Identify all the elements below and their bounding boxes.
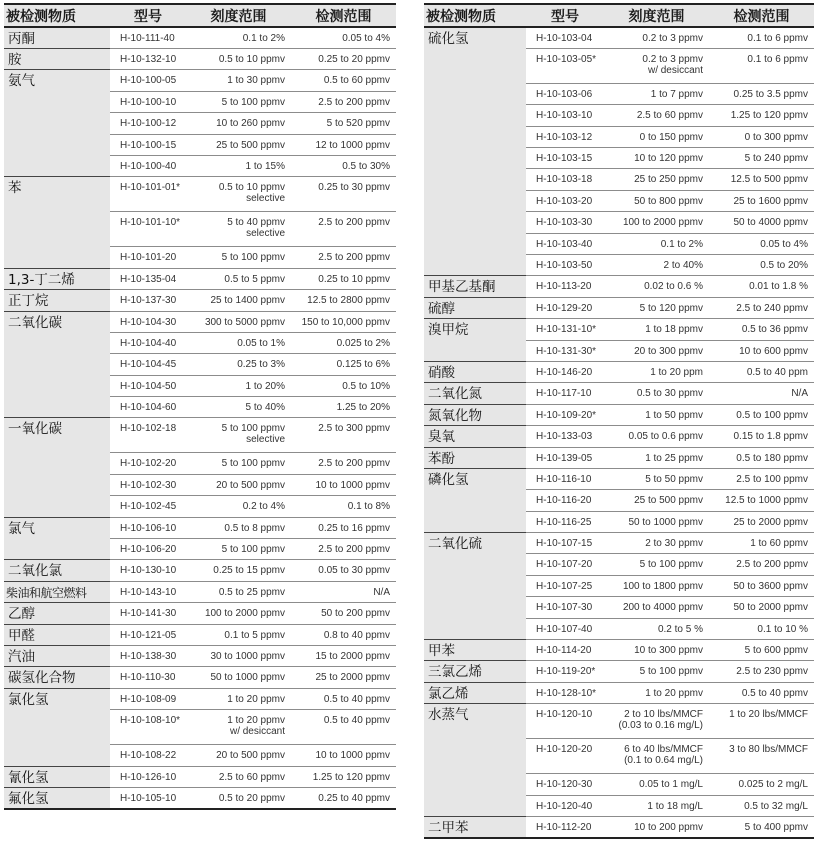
model-number: H-10-116-10 <box>526 468 604 489</box>
substance-name: 二氧化氯 <box>4 560 110 581</box>
scale-range: 0.05 to 1 mg/L <box>604 774 709 795</box>
detection-range: 2.5 to 200 ppmv <box>291 212 396 247</box>
scale-range: 5 to 100 ppmv <box>186 453 291 474</box>
table-row <box>424 361 814 382</box>
detection-range: 1 to 20 lbs/MMCF <box>709 704 814 739</box>
left-table-body <box>4 27 396 809</box>
scale-range: 50 to 1000 ppmv <box>186 667 291 688</box>
model-number: H-10-135-04 <box>110 268 186 289</box>
substance-name: 甲基乙基酮 <box>424 276 526 297</box>
scale-range: 10 to 300 ppmv <box>604 640 709 661</box>
header-substance: 被检测物质 <box>4 4 110 27</box>
table-row <box>424 640 814 661</box>
model-number: H-10-146-20 <box>526 361 604 382</box>
scale-range: 2 to 30 ppmv <box>604 533 709 554</box>
substance-name: 水蒸气 <box>424 704 526 817</box>
model-number: H-10-133-03 <box>526 426 604 447</box>
substance-name: 胺 <box>4 49 110 70</box>
scale-range: 1 to 50 ppmv <box>604 404 709 425</box>
scale-range: 0.5 to 5 ppmv <box>186 268 291 289</box>
substance-name: 汽油 <box>4 645 110 666</box>
model-number: H-10-110-30 <box>110 667 186 688</box>
scale-range: 0.5 to 10 ppmv <box>186 49 291 70</box>
substance-name: 苯酚 <box>424 447 526 468</box>
model-number: H-10-100-12 <box>110 113 186 134</box>
model-number: H-10-119-20* <box>526 661 604 682</box>
detection-range: 0.025 to 2 mg/L <box>709 774 814 795</box>
scale-range: 5 to 40 ppmv selective <box>186 212 291 247</box>
model-number: H-10-107-30 <box>526 597 604 618</box>
scale-range: 5 to 100 ppmv <box>186 539 291 560</box>
table-row <box>424 661 814 682</box>
detection-range: 1.25 to 120 ppmv <box>291 766 396 787</box>
detection-range: 2.5 to 100 ppmv <box>709 468 814 489</box>
model-number: H-10-108-22 <box>110 745 186 766</box>
scale-range: 0.5 to 20 ppmv <box>186 787 291 809</box>
scale-range: 100 to 2000 ppmv <box>186 603 291 624</box>
substance-name: 乙醇 <box>4 603 110 624</box>
substance-name: 甲醛 <box>4 624 110 645</box>
model-number: H-10-100-10 <box>110 91 186 112</box>
detection-range: 50 to 3600 ppmv <box>709 575 814 596</box>
model-number: H-10-104-30 <box>110 311 186 332</box>
scale-range: 0.5 to 10 ppmv selective <box>186 177 291 212</box>
table-row <box>4 688 396 709</box>
detection-range: 5 to 600 ppmv <box>709 640 814 661</box>
scale-range: 1 to 18 mg/L <box>604 795 709 816</box>
scale-range: 20 to 500 ppmv <box>186 745 291 766</box>
model-number: H-10-117-10 <box>526 383 604 404</box>
scale-range: 25 to 500 ppmv <box>186 134 291 155</box>
detection-range: 0.25 to 20 ppmv <box>291 49 396 70</box>
detection-range: 2.5 to 240 ppmv <box>709 297 814 318</box>
model-number: H-10-105-10 <box>110 787 186 809</box>
detection-range: 1.25 to 20% <box>291 397 396 418</box>
scale-range: 1 to 30 ppmv <box>186 70 291 91</box>
model-number: H-10-102-45 <box>110 496 186 517</box>
substance-name: 丙酮 <box>4 27 110 49</box>
detection-range: 50 to 4000 ppmv <box>709 212 814 233</box>
model-number: H-10-128-10* <box>526 682 604 703</box>
table-row <box>424 682 814 703</box>
model-number: H-10-103-12 <box>526 126 604 147</box>
model-number: H-10-100-15 <box>110 134 186 155</box>
scale-range: 5 to 100 ppmv selective <box>186 418 291 453</box>
scale-range: 1 to 15% <box>186 155 291 176</box>
model-number: H-10-131-10* <box>526 319 604 340</box>
detection-range: 5 to 240 ppmv <box>709 148 814 169</box>
table-row <box>424 533 814 554</box>
model-number: H-10-121-05 <box>110 624 186 645</box>
header-model: 型号 <box>110 4 186 27</box>
detection-range: 0.05 to 4% <box>709 233 814 254</box>
header-row <box>424 4 814 27</box>
model-number: H-10-143-10 <box>110 581 186 602</box>
model-number: H-10-120-40 <box>526 795 604 816</box>
table-row <box>4 517 396 538</box>
detection-range: 0.125 to 6% <box>291 354 396 375</box>
detection-range: 2.5 to 200 ppmv <box>291 539 396 560</box>
detection-range: N/A <box>291 581 396 602</box>
right-table-body <box>424 27 814 838</box>
model-number: H-10-104-60 <box>110 397 186 418</box>
detection-range: 2.5 to 200 ppmv <box>291 247 396 268</box>
scale-range: 0.2 to 3 ppmv <box>604 27 709 48</box>
model-number: H-10-103-30 <box>526 212 604 233</box>
table-row <box>424 426 814 447</box>
scale-range: 5 to 100 ppmv <box>186 247 291 268</box>
substance-name: 1,3-丁二烯 <box>4 268 110 289</box>
model-number: H-10-106-10 <box>110 517 186 538</box>
model-number: H-10-103-06 <box>526 83 604 104</box>
table-row <box>424 276 814 297</box>
detection-range: 0.25 to 30 ppmv <box>291 177 396 212</box>
scale-range: 5 to 50 ppmv <box>604 468 709 489</box>
scale-range: 0.5 to 8 ppmv <box>186 517 291 538</box>
header-model: 型号 <box>526 4 604 27</box>
scale-range: 300 to 5000 ppmv <box>186 311 291 332</box>
scale-range: 5 to 100 ppmv <box>604 661 709 682</box>
scale-range: 0.1 to 2% <box>186 27 291 49</box>
model-number: H-10-103-50 <box>526 255 604 276</box>
model-number: H-10-116-25 <box>526 511 604 532</box>
detection-range: 5 to 400 ppmv <box>709 817 814 839</box>
detection-range: 50 to 200 ppmv <box>291 603 396 624</box>
detection-range: 0.5 to 40 ppmv <box>291 710 396 745</box>
table-row <box>4 177 396 212</box>
table-row <box>4 667 396 688</box>
substance-name: 氮氧化物 <box>424 404 526 425</box>
detection-range: 0.05 to 4% <box>291 27 396 49</box>
model-number: H-10-108-09 <box>110 688 186 709</box>
detection-range: N/A <box>709 383 814 404</box>
table-row <box>424 27 814 48</box>
model-number: H-10-109-20* <box>526 404 604 425</box>
substance-name: 三氯乙烯 <box>424 661 526 682</box>
header-substance: 被检测物质 <box>424 4 526 27</box>
detection-range: 3 to 80 lbs/MMCF <box>709 739 814 774</box>
table-row <box>4 624 396 645</box>
scale-range: 0.05 to 0.6 ppmv <box>604 426 709 447</box>
scale-range: 1 to 20 ppmv <box>604 682 709 703</box>
scale-range: 25 to 1400 ppmv <box>186 290 291 311</box>
detection-range: 0.5 to 60 ppmv <box>291 70 396 91</box>
scale-range: 0.25 to 3% <box>186 354 291 375</box>
substance-name: 氟化氢 <box>4 787 110 809</box>
detection-range: 0.05 to 30 ppmv <box>291 560 396 581</box>
model-number: H-10-103-18 <box>526 169 604 190</box>
detection-range: 0.5 to 10% <box>291 375 396 396</box>
model-number: H-10-139-05 <box>526 447 604 468</box>
model-number: H-10-137-30 <box>110 290 186 311</box>
model-number: H-10-104-40 <box>110 332 186 353</box>
scale-range: 0 to 150 ppmv <box>604 126 709 147</box>
model-number: H-10-131-30* <box>526 340 604 361</box>
scale-range: 10 to 120 ppmv <box>604 148 709 169</box>
model-number: H-10-113-20 <box>526 276 604 297</box>
detection-range: 2.5 to 200 ppmv <box>709 554 814 575</box>
model-number: H-10-107-40 <box>526 618 604 639</box>
detection-range: 0.5 to 40 ppmv <box>709 682 814 703</box>
table-row <box>4 27 396 49</box>
scale-range: 50 to 800 ppmv <box>604 190 709 211</box>
substance-name: 苯 <box>4 177 110 268</box>
detection-range: 0.25 to 16 ppmv <box>291 517 396 538</box>
substance-name: 二氧化氮 <box>424 383 526 404</box>
table-row <box>4 766 396 787</box>
table-row <box>424 297 814 318</box>
detection-range: 0.8 to 40 ppmv <box>291 624 396 645</box>
model-number: H-10-104-45 <box>110 354 186 375</box>
detection-range: 0.025 to 2% <box>291 332 396 353</box>
substance-name: 溴甲烷 <box>424 319 526 362</box>
scale-range: 2 to 10 lbs/MMCF (0.03 to 0.16 mg/L) <box>604 704 709 739</box>
substance-name: 氰化氢 <box>4 766 110 787</box>
model-number: H-10-100-40 <box>110 155 186 176</box>
scale-range: 0.25 to 15 ppmv <box>186 560 291 581</box>
model-number: H-10-120-30 <box>526 774 604 795</box>
table-row <box>424 468 814 489</box>
table-row <box>4 560 396 581</box>
table-row <box>424 404 814 425</box>
detection-range: 50 to 2000 ppmv <box>709 597 814 618</box>
model-number: H-10-107-15 <box>526 533 604 554</box>
detection-range: 12 to 1000 ppmv <box>291 134 396 155</box>
detection-range: 2.5 to 230 ppmv <box>709 661 814 682</box>
substance-name: 硫化氢 <box>424 27 526 276</box>
model-number: H-10-103-40 <box>526 233 604 254</box>
detection-range: 0.1 to 6 ppmv <box>709 48 814 83</box>
model-number: H-10-116-20 <box>526 490 604 511</box>
detection-range: 0.1 to 10 % <box>709 618 814 639</box>
model-number: H-10-114-20 <box>526 640 604 661</box>
detection-range: 1 to 60 ppmv <box>709 533 814 554</box>
header-scale-range: 刻度范围 <box>604 4 709 27</box>
detection-range: 25 to 2000 ppmv <box>291 667 396 688</box>
detection-range: 25 to 1600 ppmv <box>709 190 814 211</box>
model-number: H-10-120-20 <box>526 739 604 774</box>
scale-range: 2.5 to 60 ppmv <box>186 766 291 787</box>
detection-range: 0.15 to 1.8 ppmv <box>709 426 814 447</box>
detection-range: 0.5 to 180 ppmv <box>709 447 814 468</box>
detection-range: 0.5 to 32 mg/L <box>709 795 814 816</box>
model-number: H-10-120-10 <box>526 704 604 739</box>
detection-range: 0.5 to 30% <box>291 155 396 176</box>
substance-name: 磷化氢 <box>424 468 526 532</box>
table-row <box>4 311 396 332</box>
model-number: H-10-107-20 <box>526 554 604 575</box>
model-number: H-10-103-15 <box>526 148 604 169</box>
table-row <box>424 447 814 468</box>
substance-name: 一氧化碳 <box>4 418 110 517</box>
model-number: H-10-103-04 <box>526 27 604 48</box>
scale-range: 1 to 20 ppmv w/ desiccant <box>186 710 291 745</box>
substance-name: 柴油和航空燃料 <box>4 581 110 602</box>
table-row <box>424 383 814 404</box>
detection-range: 0.25 to 10 ppmv <box>291 268 396 289</box>
scale-range: 2 to 40% <box>604 255 709 276</box>
substance-name: 甲苯 <box>424 640 526 661</box>
detection-range: 0.1 to 6 ppmv <box>709 27 814 48</box>
table-row <box>4 645 396 666</box>
scale-range: 10 to 260 ppmv <box>186 113 291 134</box>
scale-range: 5 to 100 ppmv <box>186 91 291 112</box>
detection-range: 0.5 to 100 ppmv <box>709 404 814 425</box>
model-number: H-10-102-18 <box>110 418 186 453</box>
scale-range: 1 to 7 ppmv <box>604 83 709 104</box>
left-table <box>4 3 396 810</box>
detection-range: 2.5 to 200 ppmv <box>291 453 396 474</box>
scale-range: 25 to 250 ppmv <box>604 169 709 190</box>
model-number: H-10-102-30 <box>110 474 186 495</box>
detection-range: 0.5 to 36 ppmv <box>709 319 814 340</box>
scale-range: 5 to 120 ppmv <box>604 297 709 318</box>
model-number: H-10-130-10 <box>110 560 186 581</box>
header-detect-range: 检测范围 <box>709 4 814 27</box>
model-number: H-10-141-30 <box>110 603 186 624</box>
scale-range: 0.1 to 5 ppmv <box>186 624 291 645</box>
substance-name: 氨气 <box>4 70 110 177</box>
scale-range: 6 to 40 lbs/MMCF (0.1 to 0.64 mg/L) <box>604 739 709 774</box>
scale-range: 1 to 20% <box>186 375 291 396</box>
model-number: H-10-112-20 <box>526 817 604 839</box>
table-row <box>424 817 814 839</box>
detection-range: 15 to 2000 ppmv <box>291 645 396 666</box>
model-number: H-10-108-10* <box>110 710 186 745</box>
substance-name: 二氧化硫 <box>424 533 526 640</box>
scale-range: 0.5 to 25 ppmv <box>186 581 291 602</box>
detection-range: 12.5 to 1000 ppmv <box>709 490 814 511</box>
header-row <box>4 4 396 27</box>
scale-range: 1 to 20 ppm <box>604 361 709 382</box>
scale-range: 1 to 25 ppmv <box>604 447 709 468</box>
model-number: H-10-101-10* <box>110 212 186 247</box>
scale-range: 0.2 to 3 ppmv w/ desiccant <box>604 48 709 83</box>
scale-range: 20 to 300 ppmv <box>604 340 709 361</box>
scale-range: 0.2 to 4% <box>186 496 291 517</box>
substance-name: 正丁烷 <box>4 290 110 311</box>
detection-range: 2.5 to 300 ppmv <box>291 418 396 453</box>
detection-range: 25 to 2000 ppmv <box>709 511 814 532</box>
scale-range: 1 to 18 ppmv <box>604 319 709 340</box>
detection-range: 0.1 to 8% <box>291 496 396 517</box>
table-row <box>4 581 396 602</box>
table-row <box>4 290 396 311</box>
scale-range: 30 to 1000 ppmv <box>186 645 291 666</box>
table-row <box>4 787 396 809</box>
scale-range: 20 to 500 ppmv <box>186 474 291 495</box>
scale-range: 0.1 to 2% <box>604 233 709 254</box>
detection-range: 0.25 to 40 ppmv <box>291 787 396 809</box>
substance-name: 氯气 <box>4 517 110 560</box>
detection-range: 0.25 to 3.5 ppmv <box>709 83 814 104</box>
model-number: H-10-107-25 <box>526 575 604 596</box>
detection-range: 0.5 to 40 ppmv <box>291 688 396 709</box>
table-row <box>4 268 396 289</box>
model-number: H-10-104-50 <box>110 375 186 396</box>
model-number: H-10-102-20 <box>110 453 186 474</box>
model-number: H-10-129-20 <box>526 297 604 318</box>
table-row <box>4 418 396 453</box>
scale-range: 100 to 1800 ppmv <box>604 575 709 596</box>
header-scale-range: 刻度范围 <box>186 4 291 27</box>
substance-name: 硝酸 <box>424 361 526 382</box>
model-number: H-10-101-01* <box>110 177 186 212</box>
table-row <box>4 70 396 91</box>
detection-range: 150 to 10,000 ppmv <box>291 311 396 332</box>
model-number: H-10-103-10 <box>526 105 604 126</box>
detection-range: 1.25 to 120 ppmv <box>709 105 814 126</box>
model-number: H-10-103-20 <box>526 190 604 211</box>
substance-name: 硫醇 <box>424 297 526 318</box>
model-number: H-10-106-20 <box>110 539 186 560</box>
table-row <box>424 319 814 340</box>
scale-range: 50 to 1000 ppmv <box>604 511 709 532</box>
detection-range: 10 to 1000 ppmv <box>291 745 396 766</box>
table-row <box>4 603 396 624</box>
scale-range: 0.05 to 1% <box>186 332 291 353</box>
detection-range: 10 to 1000 ppmv <box>291 474 396 495</box>
model-number: H-10-126-10 <box>110 766 186 787</box>
model-number: H-10-111-40 <box>110 27 186 49</box>
detection-range: 0.01 to 1.8 % <box>709 276 814 297</box>
detection-range: 5 to 520 ppmv <box>291 113 396 134</box>
scale-range: 1 to 20 ppmv <box>186 688 291 709</box>
detection-range: 0 to 300 ppmv <box>709 126 814 147</box>
model-number: H-10-103-05* <box>526 48 604 83</box>
model-number: H-10-138-30 <box>110 645 186 666</box>
model-number: H-10-100-05 <box>110 70 186 91</box>
scale-range: 0.2 to 5 % <box>604 618 709 639</box>
scale-range: 200 to 4000 ppmv <box>604 597 709 618</box>
detection-range: 2.5 to 200 ppmv <box>291 91 396 112</box>
substance-name: 氯乙烯 <box>424 682 526 703</box>
substance-name: 碳氢化合物 <box>4 667 110 688</box>
detection-range: 12.5 to 2800 ppmv <box>291 290 396 311</box>
substance-name: 臭氧 <box>424 426 526 447</box>
model-number: H-10-101-20 <box>110 247 186 268</box>
detection-range: 0.5 to 20% <box>709 255 814 276</box>
table-row <box>4 49 396 70</box>
right-table <box>424 3 814 839</box>
detection-range: 0.5 to 40 ppm <box>709 361 814 382</box>
scale-range: 10 to 200 ppmv <box>604 817 709 839</box>
detection-range: 10 to 600 ppmv <box>709 340 814 361</box>
scale-range: 2.5 to 60 ppmv <box>604 105 709 126</box>
substance-name: 二氧化碳 <box>4 311 110 418</box>
scale-range: 5 to 40% <box>186 397 291 418</box>
scale-range: 0.5 to 30 ppmv <box>604 383 709 404</box>
detection-range: 12.5 to 500 ppmv <box>709 169 814 190</box>
substance-name: 氯化氢 <box>4 688 110 766</box>
scale-range: 0.02 to 0.6 % <box>604 276 709 297</box>
model-number: H-10-132-10 <box>110 49 186 70</box>
scale-range: 100 to 2000 ppmv <box>604 212 709 233</box>
substance-name: 二甲苯 <box>424 817 526 839</box>
scale-range: 25 to 500 ppmv <box>604 490 709 511</box>
header-detect-range: 检测范围 <box>291 4 396 27</box>
table-row <box>424 704 814 739</box>
scale-range: 5 to 100 ppmv <box>604 554 709 575</box>
